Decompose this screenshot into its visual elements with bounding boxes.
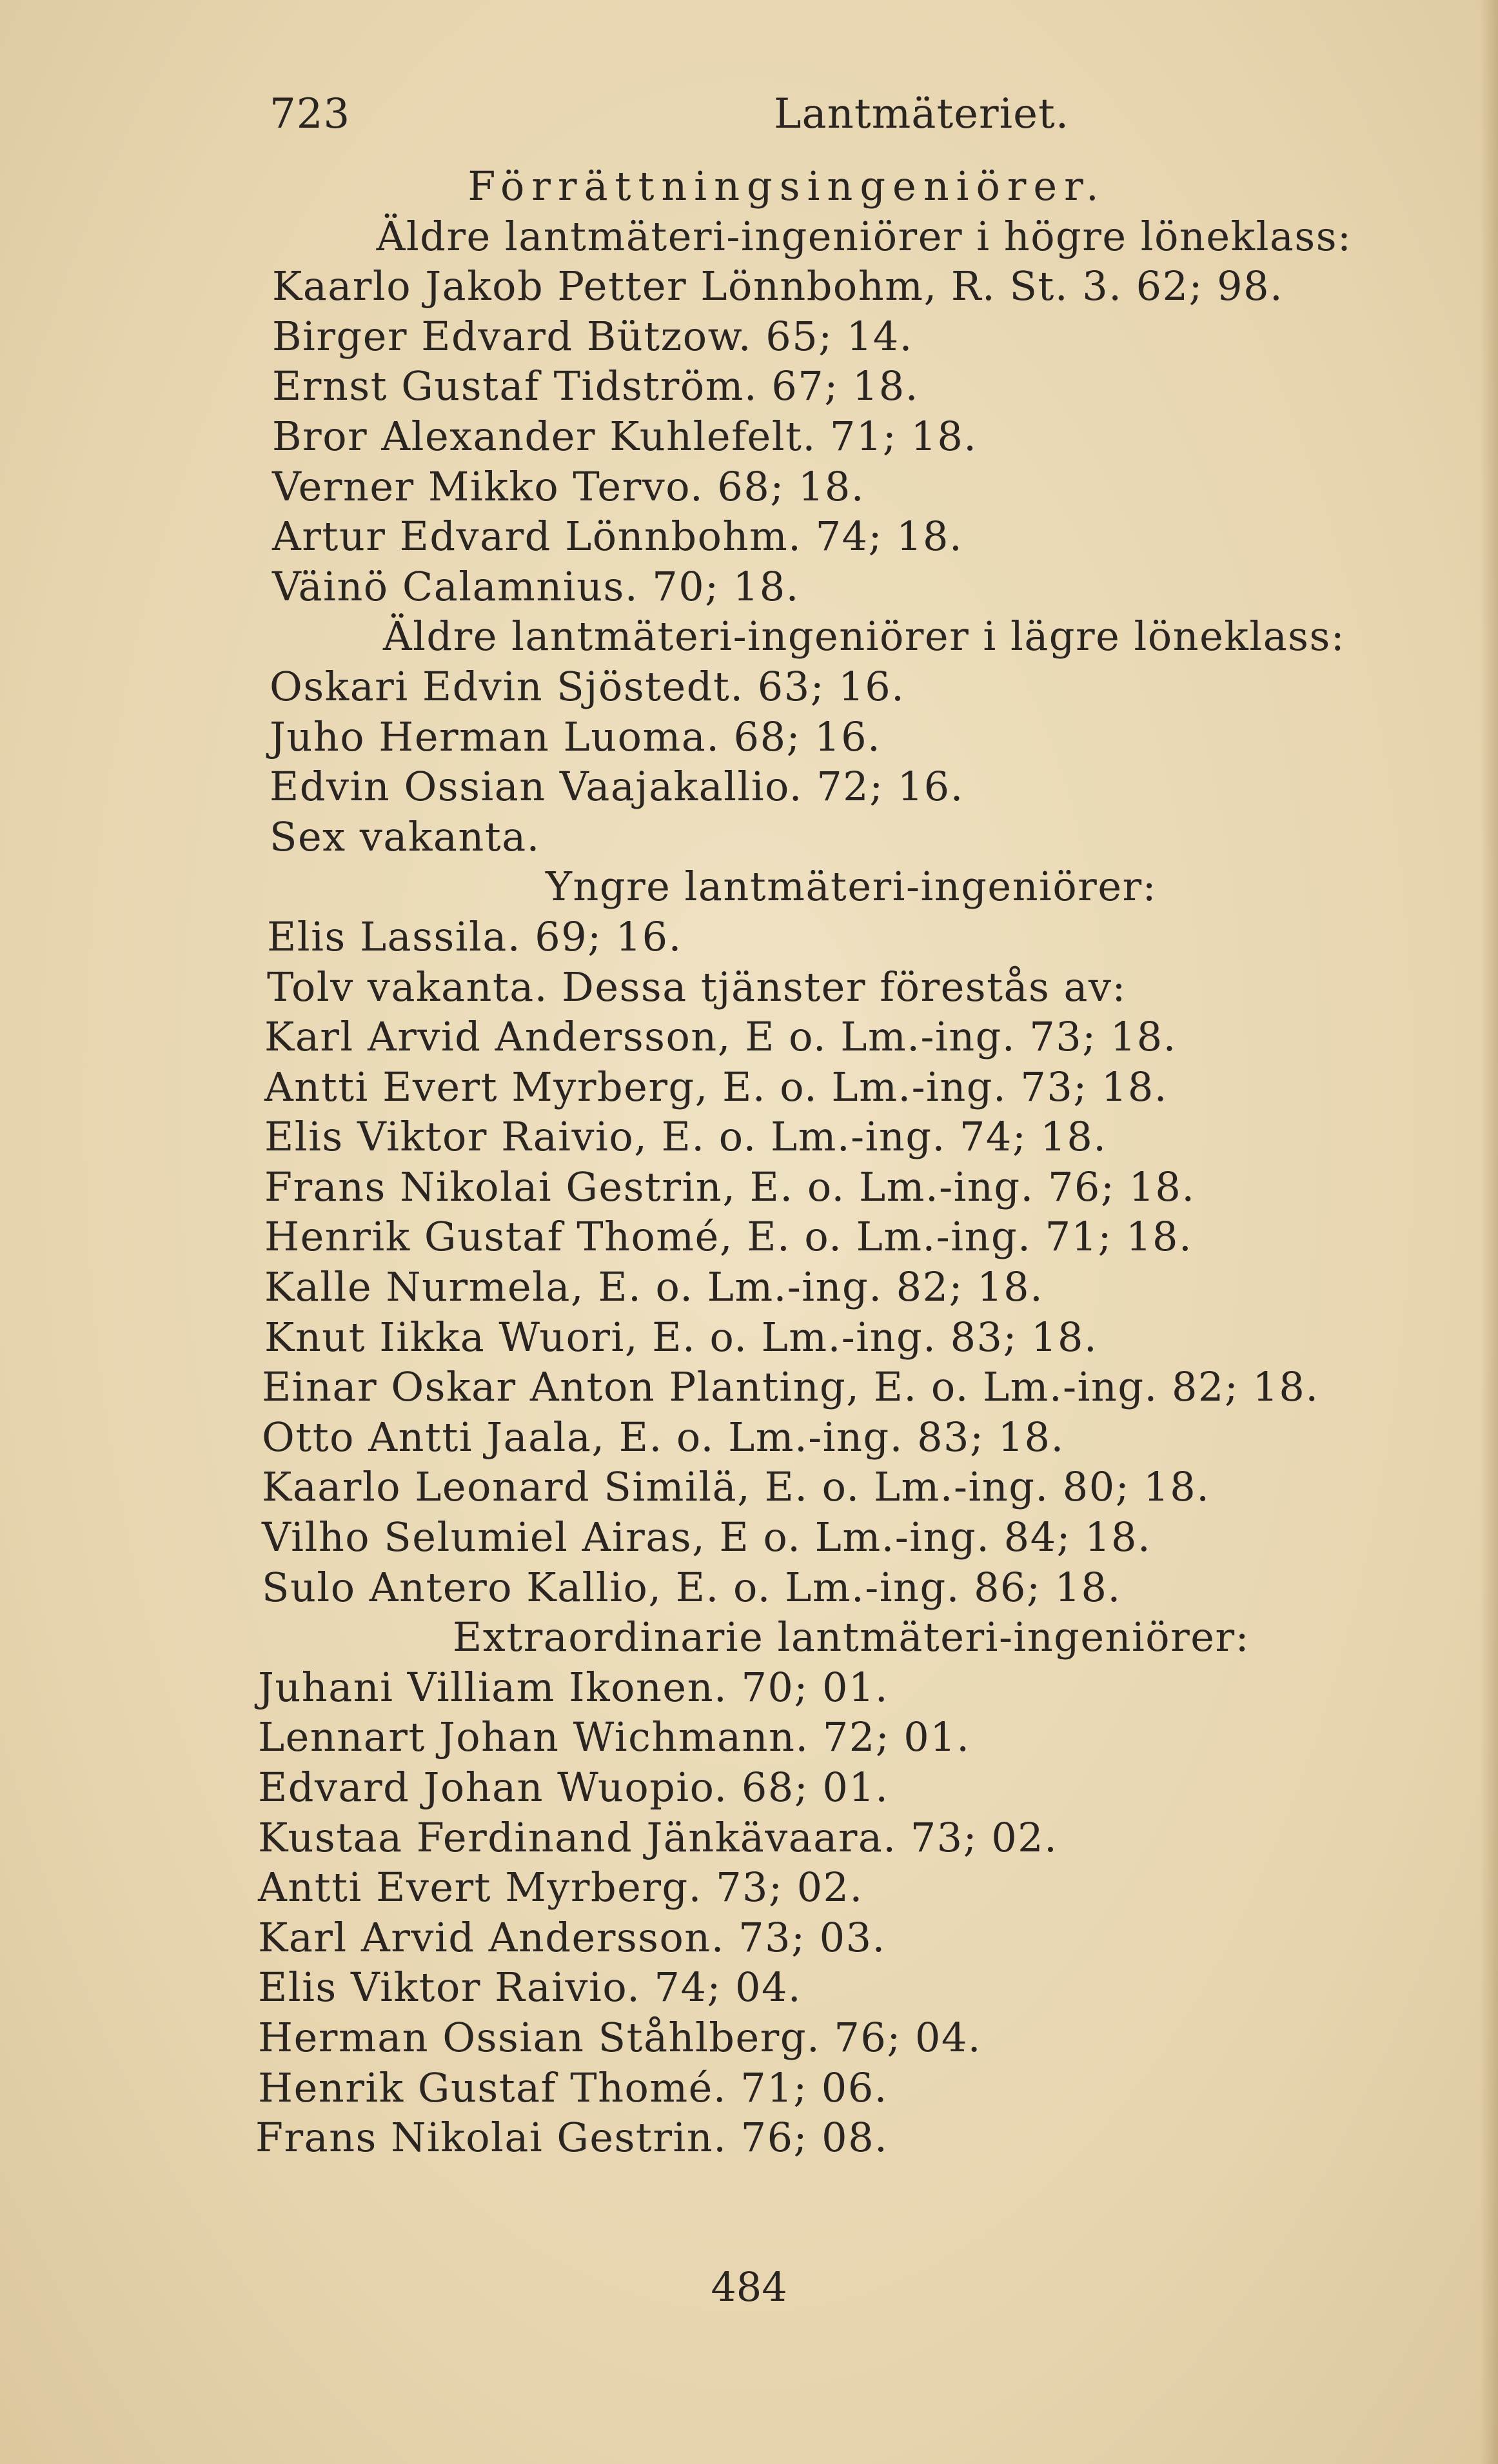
list-item: Juhani Villiam Ikonen. 70; 01. [258, 1663, 889, 1711]
list-item: Oskari Edvin Sjöstedt. 63; 16. [270, 662, 905, 710]
list-item: Sex vakanta. [270, 813, 540, 860]
list-item: Karl Arvid Andersson, E o. Lm.-ing. 73; 18. [264, 1013, 1177, 1061]
list-item: Edvard Johan Wuopio. 68; 01. [258, 1764, 889, 1811]
section-heading-yngre: Yngre lantmäteri-ingeniörer: [545, 863, 1158, 911]
signature-number: 484 [711, 2263, 787, 2311]
list-item: Ernst Gustaf Tidström. 67; 18. [272, 362, 919, 410]
list-item: Henrik Gustaf Thomé. 71; 06. [258, 2064, 888, 2111]
list-item: Sulo Antero Kallio, E. o. Lm.-ing. 86; 18. [262, 1563, 1121, 1611]
list-item: Antti Evert Myrberg, E. o. Lm.-ing. 73; 18. [264, 1063, 1168, 1110]
list-item: Verner Mikko Tervo. 68; 18. [272, 462, 865, 510]
list-item: Edvin Ossian Vaajakallio. 72; 16. [270, 763, 964, 811]
list-item: Elis Viktor Raivio, E. o. Lm.-ing. 74; 18. [264, 1113, 1107, 1161]
list-item: Kaarlo Leonard Similä, E. o. Lm.-ing. 80; 18. [262, 1463, 1210, 1511]
list-item: Väinö Calamnius. 70; 18. [272, 562, 800, 610]
list-item: Tolv vakanta. Dessa tjänster förestås av: [267, 963, 1127, 1010]
list-item: Kaarlo Jakob Petter Lönnbohm, R. St. 3. 62; 98. [272, 262, 1284, 310]
list-item: Vilho Selumiel Airas, E o. Lm.-ing. 84; 18. [262, 1513, 1152, 1561]
list-item: Einar Oskar Anton Planting, E. o. Lm.-ing. 82; 18. [262, 1363, 1319, 1411]
list-item: Antti Evert Myrberg. 73; 02. [258, 1864, 863, 1911]
list-item: Juho Herman Luoma. 68; 16. [270, 713, 882, 760]
list-item: Elis Viktor Raivio. 74; 04. [258, 1964, 802, 2011]
list-item: Otto Antti Jaala, E. o. Lm.-ing. 83; 18. [262, 1413, 1065, 1461]
list-item: Birger Edvard Bützow. 65; 14. [272, 312, 913, 360]
page-header [245, 77, 1419, 161]
list-item: Kustaa Ferdinand Jänkävaara. 73; 02. [258, 1813, 1058, 1861]
page [245, 77, 1419, 2163]
section-heading-forrattningsingenjorer: Förrättningsingeniörer. [468, 163, 1106, 210]
list-item: Knut Iikka Wuori, E. o. Lm.-ing. 83; 18. [264, 1313, 1098, 1361]
list-item: Frans Nikolai Gestrin. 76; 08. [255, 2114, 889, 2162]
list-item: Herman Ossian Ståhlberg. 76; 04. [258, 2013, 982, 2061]
list-item: Kalle Nurmela, E. o. Lm.-ing. 82; 18. [264, 1263, 1044, 1311]
list-item: Elis Lassila. 69; 16. [267, 912, 682, 960]
list-item: Henrik Gustaf Thomé, E. o. Lm.-ing. 71; 18. [264, 1213, 1193, 1261]
section-heading-hogre-loneklass: Äldre lantmäteri-ingeniörer i högre löneklass: [376, 212, 1352, 260]
list-item: Lennart Johan Wichmann. 72; 01. [258, 1713, 971, 1761]
list-item: Karl Arvid Andersson. 73; 03. [258, 1913, 886, 1961]
section-heading-extraordinarie: Extraordinarie lantmäteri-ingeniörer: [453, 1613, 1250, 1661]
page-edge-shadow [1480, 0, 1498, 2464]
list-item: Frans Nikolai Gestrin, E. o. Lm.-ing. 76; 18. [264, 1163, 1196, 1210]
page-number: 723 [270, 90, 351, 138]
list-item: Artur Edvard Lönnbohm. 74; 18. [272, 513, 963, 560]
list-item: Bror Alexander Kuhlefelt. 71; 18. [272, 412, 978, 460]
section-heading-lagre-loneklass: Äldre lantmäteri-ingeniörer i lägre löneklass: [382, 613, 1346, 660]
running-title: Lantmäteriet. [774, 90, 1070, 138]
